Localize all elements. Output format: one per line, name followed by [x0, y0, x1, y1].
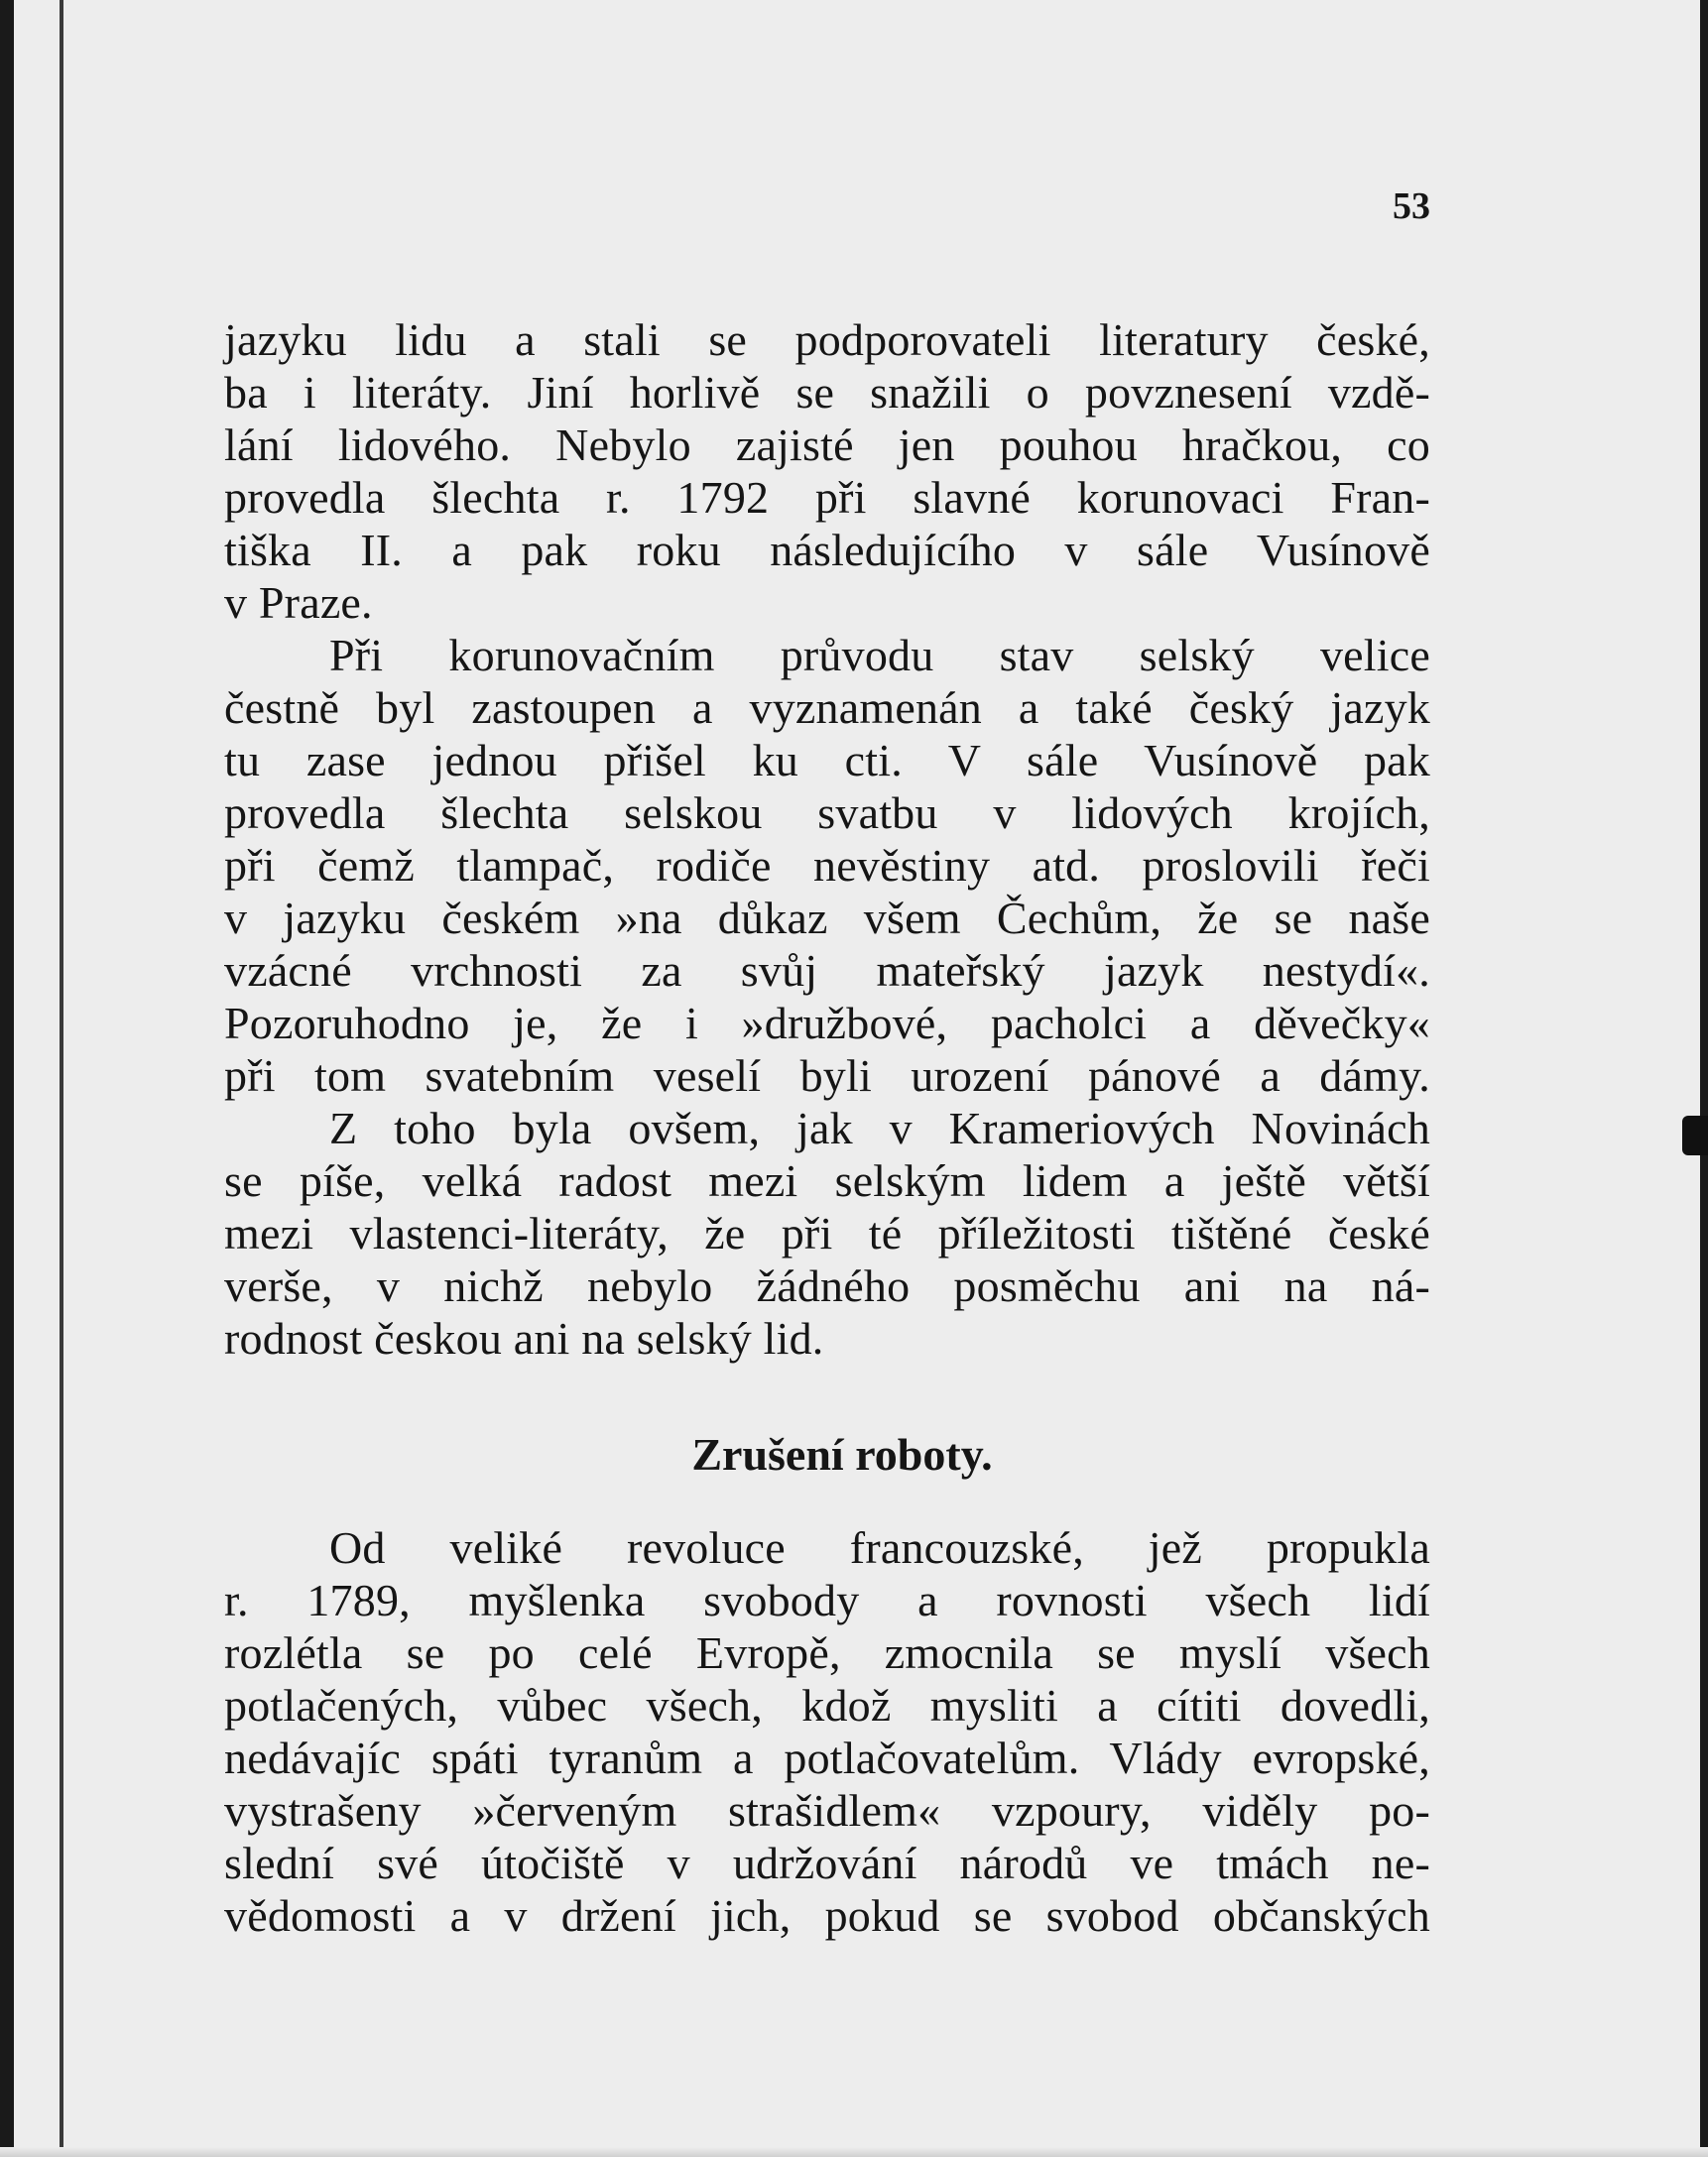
text-line: Z toho byla ovšem, jak v Krameriových Novinách [329, 1103, 1430, 1153]
paragraph-block-1 [224, 313, 1430, 1365]
text-line: potlačených, vůbec všech, kdož mysliti a cítiti dovedli, [224, 1680, 1430, 1731]
text-line: rodnost českou ani na selský lid. [224, 1313, 824, 1364]
page-number: 53 [1393, 185, 1430, 227]
text-line: jazyku lidu a stali se podporovateli literatury české, [224, 314, 1430, 365]
text-line: vystrašeny »červeným strašidlem« vzpoury, viděly po- [224, 1785, 1430, 1836]
text-line: provedla šlechta r. 1792 při slavné korunovaci Fran- [224, 472, 1430, 523]
text-line: tu zase jednou přišel ku cti. V sále Vusínově pak [224, 735, 1430, 785]
text-line: verše, v nichž nebylo žádného posměchu ani na ná- [224, 1260, 1430, 1311]
text-line: lání lidového. Nebylo zajisté jen pouhou hračkou, co [224, 419, 1430, 470]
scan-bottom-shadow [0, 2147, 1708, 2157]
section-heading-text: Zrušení roboty. [691, 1429, 993, 1480]
text-line: vzácné vrchnosti za svůj mateřský jazyk nestydí«. [224, 945, 1430, 996]
text-line: v jazyku českém »na důkaz všem Čechům, že se naše [224, 893, 1430, 943]
text-line: při čemž tlampač, rodiče nevěstiny atd. proslovili řeči [224, 840, 1430, 891]
text-line: vědomosti a v držení jich, pokud se svobod občanských [224, 1890, 1430, 1941]
scan-edge-left [0, 0, 14, 2157]
scan-edge-right [1700, 0, 1708, 2157]
text-line: při tom svatebním veselí byli urození pánové a dámy. [224, 1050, 1430, 1101]
text-line: ba i literáty. Jiní horlivě se snažili o povznesení vzdě- [224, 367, 1430, 418]
text-line: mezi vlastenci-literáty, že při té příležitosti tištěné české [224, 1208, 1430, 1258]
text-line: slední své útočiště v udržování národů ve tmách ne- [224, 1838, 1430, 1888]
scan-edge-mark [1682, 1116, 1708, 1155]
text-line: Pozoruhodno je, že i »družbové, pacholci a děvečky« [224, 998, 1430, 1048]
text-line: čestně byl zastoupen a vyznamenán a také český jazyk [224, 682, 1430, 733]
text-line: nedávajíc spáti tyranům a potlačovatelům. Vlády evropské, [224, 1733, 1430, 1783]
text-line: r. 1789, myšlenka svobody a rovnosti všech lidí [224, 1575, 1430, 1625]
paragraph-block-2 [224, 1521, 1430, 1942]
text-line: se píše, velká radost mezi selským lidem a ještě větší [224, 1155, 1430, 1206]
text-line: tiška II. a pak roku následujícího v sále Vusínově [224, 525, 1430, 575]
text-line: Od veliké revoluce francouzské, jež propukla [329, 1522, 1430, 1573]
scan-binding-line [60, 0, 63, 2157]
text-line: v Praze. [224, 577, 373, 628]
text-line: Při korunovačním průvodu stav selský velice [329, 630, 1430, 680]
section-heading [224, 1427, 1430, 1483]
text-line: rozlétla se po celé Evropě, zmocnila se myslí všech [224, 1627, 1430, 1678]
text-line: provedla šlechta selskou svatbu v lidových krojích, [224, 787, 1430, 838]
